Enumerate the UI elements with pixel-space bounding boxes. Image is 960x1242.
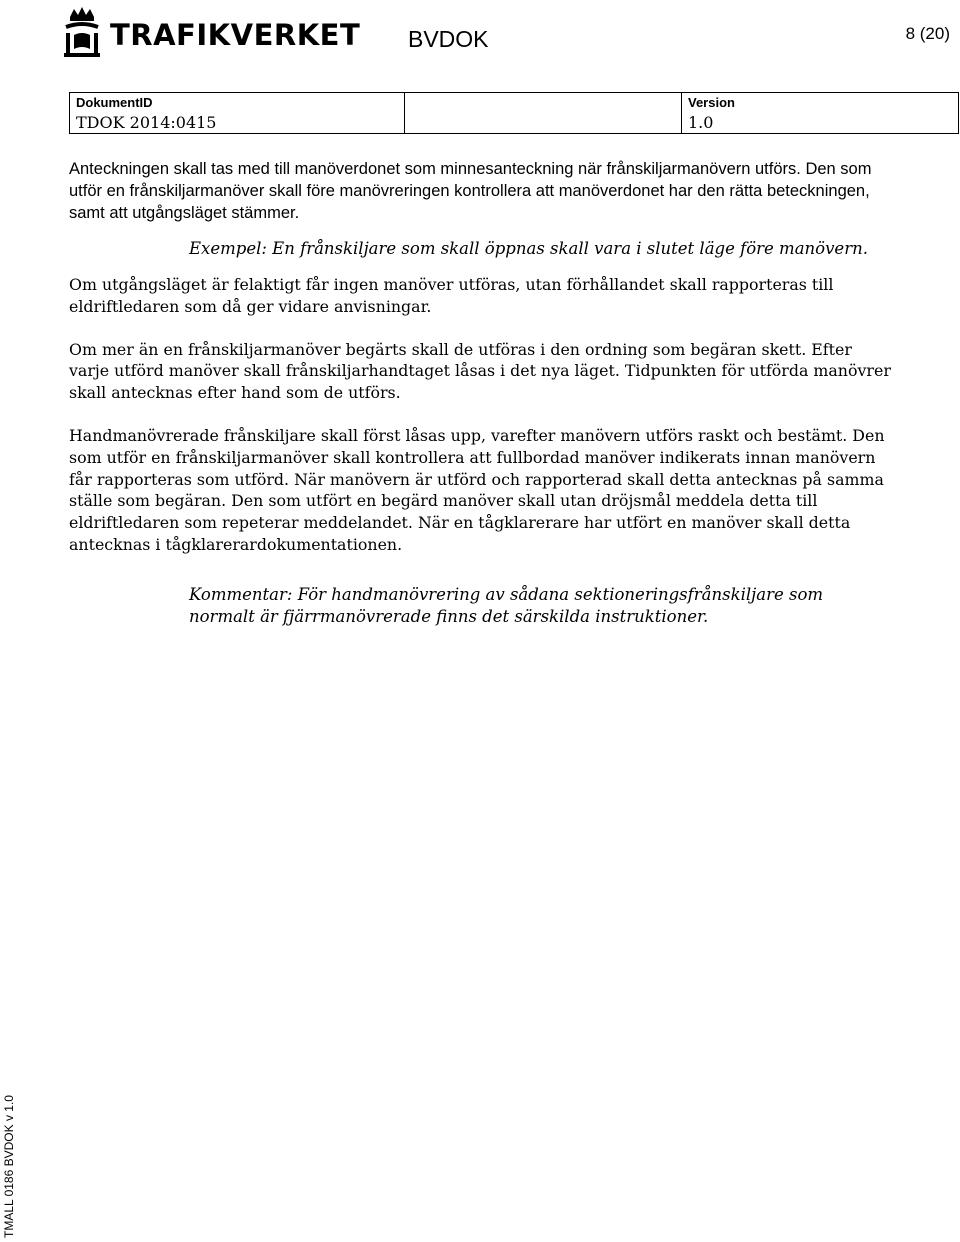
version-cell bbox=[681, 92, 959, 134]
crown-emblem-icon bbox=[60, 5, 104, 59]
doc-id-cell bbox=[69, 92, 405, 134]
version-value: 1.0 bbox=[688, 113, 714, 132]
paragraph-order: Om mer än en frånskiljarmanöver begärts skall de utföras i den ordning som begäran skett. Efter varje utförd manöver skall frånskiljarhandtaget låsas i det nya läget. Tidpunkten för utförda manövrer skall antecknas efter hand som de utförs. bbox=[69, 339, 891, 403]
version-label: Version bbox=[688, 95, 735, 110]
comment-note: Kommentar: För handmanövrering av sådana sektioneringsfrånskiljare som normalt är fjärrmanövrerade finns det särskilda instruktioner. bbox=[189, 584, 824, 626]
paragraph-annotation: Anteckningen skall tas med till manöverdonet som minnesanteckning när frånskiljarmanövern utförs. Den som utför en frånskiljarmanöver skall före manövreringen kontrollera att manöverdonet har den rätta beteckningen, samt att utgångsläget stämmer. bbox=[69, 160, 872, 222]
paragraph-manual-operation: Handmanövrerade frånskiljare skall först låsas upp, varefter manövern utförs raskt och bestämt. Den som utför en frånskiljarmanöver skall kontrollera att fullbordad manöver indikerats innan manövern får rapporteras som utförd. När manövern är utförd och rapporterad skall detta antecknas på samma ställe som begäran. Den som utfört en begärd manöver skall utan dröjsmål meddela detta till eldriftledaren som repeterar meddelandet. När en tågklarerare har utfört en manöver skall detta antecknas i tågklarerardokumentationen. bbox=[69, 425, 885, 554]
empty-meta-cell bbox=[405, 92, 681, 134]
template-footer: TMALL 0186 BVDOK v 1.0 bbox=[2, 1095, 16, 1238]
page-number: 8 (20) bbox=[905, 24, 950, 43]
doc-id-label: DokumentID bbox=[76, 95, 153, 110]
document-body bbox=[69, 158, 894, 642]
paragraph-initial-state: Om utgångsläget är felaktigt får ingen manöver utföras, utan förhållandet skall rapporteras till eldriftledaren som då ger vidare anvisningar. bbox=[69, 275, 834, 316]
trafikverket-logo bbox=[60, 4, 360, 60]
document-meta-table bbox=[69, 92, 959, 134]
doc-id-value: TDOK 2014:0415 bbox=[76, 113, 217, 132]
brand-name: TRAFIKVERKET bbox=[110, 18, 361, 52]
document-type: BVDOK bbox=[408, 26, 489, 52]
example-note: Exempel: En frånskiljare som skall öppnas skall vara i slutet läge före manövern. bbox=[189, 239, 868, 258]
